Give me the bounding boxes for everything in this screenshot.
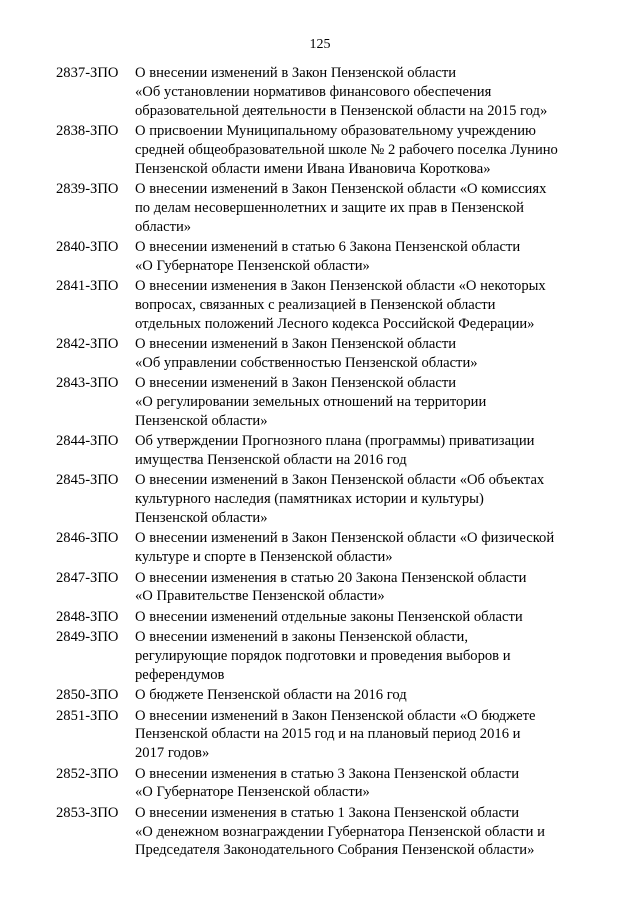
law-title-line: О бюджете Пензенской области на 2016 год [135, 687, 407, 704]
law-number: 2846-ЗПО [56, 530, 119, 547]
law-title-line: О внесении изменения в Закон Пензенской области «О некоторых [135, 278, 546, 295]
law-number: 2845-ЗПО [56, 472, 119, 489]
law-title-line: О внесении изменения в статью 3 Закона Пензенской области [135, 765, 520, 782]
law-title [135, 64, 592, 120]
law-title [135, 707, 592, 763]
law-entry [56, 765, 592, 803]
law-title-line: О внесении изменений в Закон Пензенской области [135, 375, 457, 392]
law-number: 2853-ЗПО [56, 804, 119, 821]
law-entry [56, 686, 592, 705]
law-title-line: О внесении изменения в статью 20 Закона Пензенской области [135, 569, 527, 586]
law-title-line: «О регулировании земельных отношений на территории [135, 394, 487, 411]
law-title-line: «О Губернаторе Пензенской области» [135, 784, 370, 801]
law-entry [56, 471, 592, 527]
law-entry [56, 180, 592, 236]
law-title-line: О внесении изменений отдельные законы Пензенской области [135, 608, 523, 625]
law-entry [56, 804, 592, 860]
page-number: 125 [309, 37, 331, 52]
law-number: 2840-ЗПО [56, 238, 119, 255]
law-title-line: образовательной деятельности в Пензенской области на 2015 год» [135, 102, 548, 119]
law-title [135, 608, 592, 627]
law-title-line: референдумов [135, 666, 225, 683]
law-title [135, 628, 592, 684]
law-title-line: по делам несовершеннолетних и защите их прав в Пензенской [135, 199, 524, 216]
law-title-line: «О денежном вознаграждении Губернатора Пензенской области и [135, 823, 545, 840]
law-title [135, 374, 592, 430]
law-title [135, 569, 592, 607]
law-title-line: О внесении изменений в Закон Пензенской области «Об объектах [135, 472, 545, 489]
law-title-line: О внесении изменений в законы Пензенской области, [135, 629, 468, 646]
law-title-line: отдельных положений Лесного кодекса Российской Федерации» [135, 315, 535, 332]
law-number: 2850-ЗПО [56, 687, 119, 704]
law-number: 2849-ЗПО [56, 629, 119, 646]
law-number: 2852-ЗПО [56, 765, 119, 782]
law-entry [56, 628, 592, 684]
law-title-line: вопросах, связанных с реализацией в Пензенской области [135, 296, 496, 313]
law-title [135, 804, 592, 860]
law-title [135, 765, 592, 803]
law-title-line: О внесении изменений в Закон Пензенской области «О бюджете [135, 707, 536, 724]
law-number: 2841-ЗПО [56, 278, 119, 295]
law-entry [56, 122, 592, 178]
law-list [56, 64, 592, 862]
law-entry [56, 64, 592, 120]
law-title-line: культуре и спорте в Пензенской области» [135, 549, 393, 566]
law-entry [56, 277, 592, 333]
law-title-line: культурного наследия (памятниках истории и культуры) [135, 491, 484, 508]
law-title [135, 277, 592, 333]
law-number: 2839-ЗПО [56, 180, 119, 197]
law-title-line: О внесении изменений в статью 6 Закона Пензенской области [135, 238, 521, 255]
law-number: 2838-ЗПО [56, 122, 119, 139]
law-title-line: «О Губернаторе Пензенской области» [135, 257, 370, 274]
law-title [135, 122, 592, 178]
law-number: 2837-ЗПО [56, 65, 119, 81]
law-number: 2844-ЗПО [56, 433, 119, 450]
law-title-line: О присвоении Муниципальному образовательному учреждению [135, 122, 536, 139]
law-title [135, 180, 592, 236]
law-title-line: «Об установлении нормативов финансового обеспечения [135, 83, 492, 100]
law-title-line: 2017 годов» [135, 745, 210, 762]
law-title-line: Пензенской области» [135, 412, 268, 429]
law-entry [56, 238, 592, 276]
law-entry [56, 529, 592, 567]
law-title-line: «О Правительстве Пензенской области» [135, 588, 385, 605]
law-entry [56, 432, 592, 470]
law-number: 2851-ЗПО [56, 707, 119, 724]
law-title-line: Об утверждении Прогнозного плана (программы) приватизации [135, 433, 535, 450]
law-title [135, 238, 592, 276]
law-title-line: «Об управлении собственностью Пензенской области» [135, 354, 478, 371]
law-number: 2848-ЗПО [56, 608, 119, 625]
law-title-line: Пензенской области» [135, 510, 268, 527]
law-number: 2847-ЗПО [56, 569, 119, 586]
law-title-line: средней общеобразовательной школе № 2 рабочего поселка Лунино [135, 141, 558, 158]
law-title-line: Председателя Законодательного Собрания Пензенской области» [135, 842, 535, 859]
law-entry [56, 374, 592, 430]
law-title-line: регулирующие порядок подготовки и проведения выборов и [135, 648, 511, 665]
law-title [135, 686, 592, 705]
law-title-line: О внесении изменений в Закон Пензенской области [135, 336, 457, 353]
law-title [135, 432, 592, 470]
law-title-line: имущества Пензенской области на 2016 год [135, 452, 407, 469]
law-number: 2842-ЗПО [56, 336, 119, 353]
law-title-line: области» [135, 218, 192, 235]
law-title-line: О внесении изменений в Закон Пензенской области [135, 65, 457, 81]
law-title [135, 471, 592, 527]
law-title-line: О внесении изменений в Закон Пензенской области «О физической [135, 530, 555, 547]
law-entry [56, 707, 592, 763]
law-entry [56, 608, 592, 627]
law-title-line: О внесении изменения в статью 1 Закона Пензенской области [135, 804, 520, 821]
law-title-line: Пензенской области имени Ивана Ивановича Короткова» [135, 160, 491, 177]
law-title-line: О внесении изменений в Закон Пензенской области «О комиссиях [135, 180, 547, 197]
law-entry [56, 335, 592, 373]
law-title [135, 529, 592, 567]
law-number: 2843-ЗПО [56, 375, 119, 392]
law-title-line: Пензенской области на 2015 год и на плановый период 2016 и [135, 726, 521, 743]
law-title [135, 335, 592, 373]
law-entry [56, 569, 592, 607]
